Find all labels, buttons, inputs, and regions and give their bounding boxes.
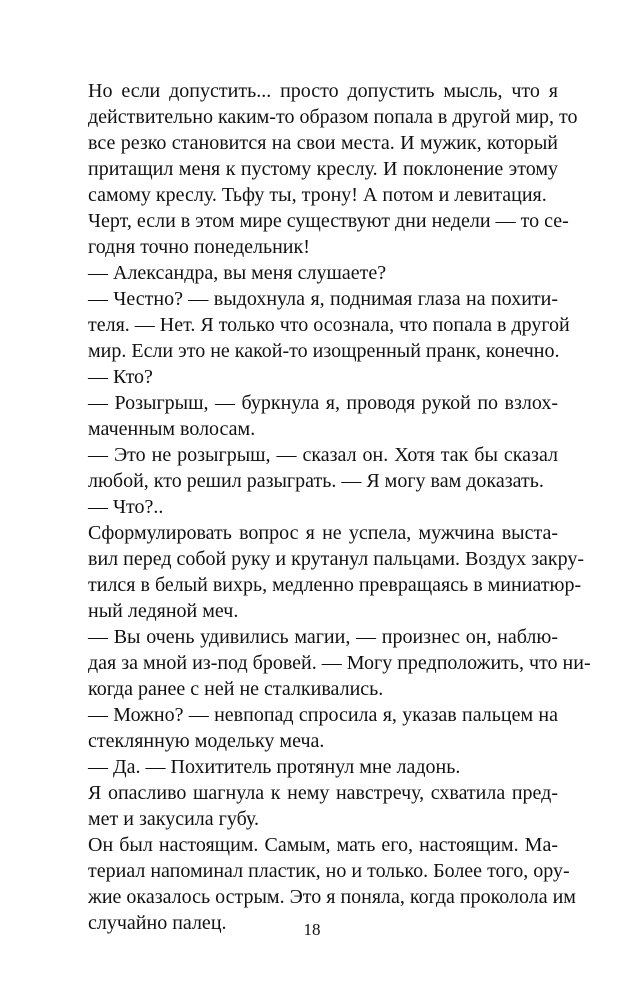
text-line: притащил меня к пустому креслу. И поклонение этому bbox=[88, 158, 558, 180]
text-line: териал напоминал пластик, но и только. Более того, ору- bbox=[88, 860, 570, 882]
paragraph bbox=[88, 260, 558, 286]
text-line: Но если допустить... просто допустить мысль, что я bbox=[88, 80, 558, 102]
text-line: — Что?.. bbox=[88, 496, 164, 518]
text-line: стеклянную модельку меча. bbox=[88, 730, 325, 752]
text-line: Сформулировать вопрос я не успела, мужчина выста- bbox=[88, 522, 558, 544]
text-line: — Вы очень удивились магии, — произнес он, наблю- bbox=[88, 626, 558, 648]
text-line: ный ледяной меч. bbox=[88, 600, 239, 622]
book-page-text bbox=[88, 78, 591, 936]
text-line: вил перед собой руку и крутанул пальцами. Воздух закру- bbox=[88, 548, 584, 570]
text-line: годня точно понедельник! bbox=[88, 236, 310, 258]
text-line: любой, кто решил разыграть. — Я могу вам доказать. bbox=[88, 470, 544, 492]
paragraph bbox=[88, 364, 558, 390]
paragraph bbox=[88, 754, 558, 780]
paragraph bbox=[88, 520, 584, 624]
paragraph bbox=[88, 780, 558, 832]
paragraph bbox=[88, 78, 578, 208]
text-line: действительно каким-то образом попала в другой мир, то bbox=[88, 106, 578, 128]
text-line: теля. — Нет. Я только что осознала, что попала в другой bbox=[88, 314, 570, 336]
paragraph bbox=[88, 442, 558, 494]
text-line: — Это не розыгрыш, — сказал он. Хотя так бы сказал bbox=[88, 444, 558, 466]
text-line: мет и закусила губу. bbox=[88, 808, 259, 830]
text-line: — Да. — Похититель протянул мне ладонь. bbox=[88, 756, 461, 778]
paragraph bbox=[88, 702, 558, 754]
text-line: самому креслу. Тьфу ты, трону! А потом и левитация. bbox=[88, 184, 547, 206]
text-line: тился в белый вихрь, медленно превращаясь в миниатюр- bbox=[88, 574, 582, 596]
paragraph bbox=[88, 494, 558, 520]
text-line: Черт, если в этом мире существуют дни недели — то се- bbox=[88, 210, 569, 232]
text-line: — Честно? — выдохнула я, поднимая глаза на похити- bbox=[88, 288, 558, 310]
text-line: жие оказалось острым. Это я поняла, когда проколола им bbox=[88, 886, 576, 908]
text-line: — Можно? — невпопад спросила я, указав пальцем на bbox=[88, 704, 558, 726]
text-line: мир. Если это не какой-то изощренный пранк, конечно. bbox=[88, 340, 560, 362]
page-number: 18 bbox=[303, 920, 321, 939]
text-line: маченным волосам. bbox=[88, 418, 256, 440]
paragraph bbox=[88, 390, 558, 442]
text-line: Я опасливо шагнула к нему навстречу, схватила пред- bbox=[88, 782, 558, 804]
paragraph bbox=[88, 208, 569, 260]
paragraph bbox=[88, 286, 570, 364]
text-line: — Кто? bbox=[88, 366, 153, 388]
text-line: все резко становится на свои места. И мужик, который bbox=[88, 132, 558, 154]
text-line: случайно палец. bbox=[88, 912, 227, 934]
text-line: когда ранее с ней не сталкивались. bbox=[88, 678, 384, 700]
text-line: — Александра, вы меня слушаете? bbox=[88, 262, 387, 284]
text-line: дая за мной из-под бровей. — Могу предположить, что ни- bbox=[88, 652, 591, 674]
text-line: Он был настоящим. Самым, мать его, настоящим. Ма- bbox=[88, 834, 558, 856]
paragraph bbox=[88, 624, 591, 702]
text-line: — Розыгрыш, — буркнула я, проводя рукой по взлох- bbox=[88, 392, 558, 414]
